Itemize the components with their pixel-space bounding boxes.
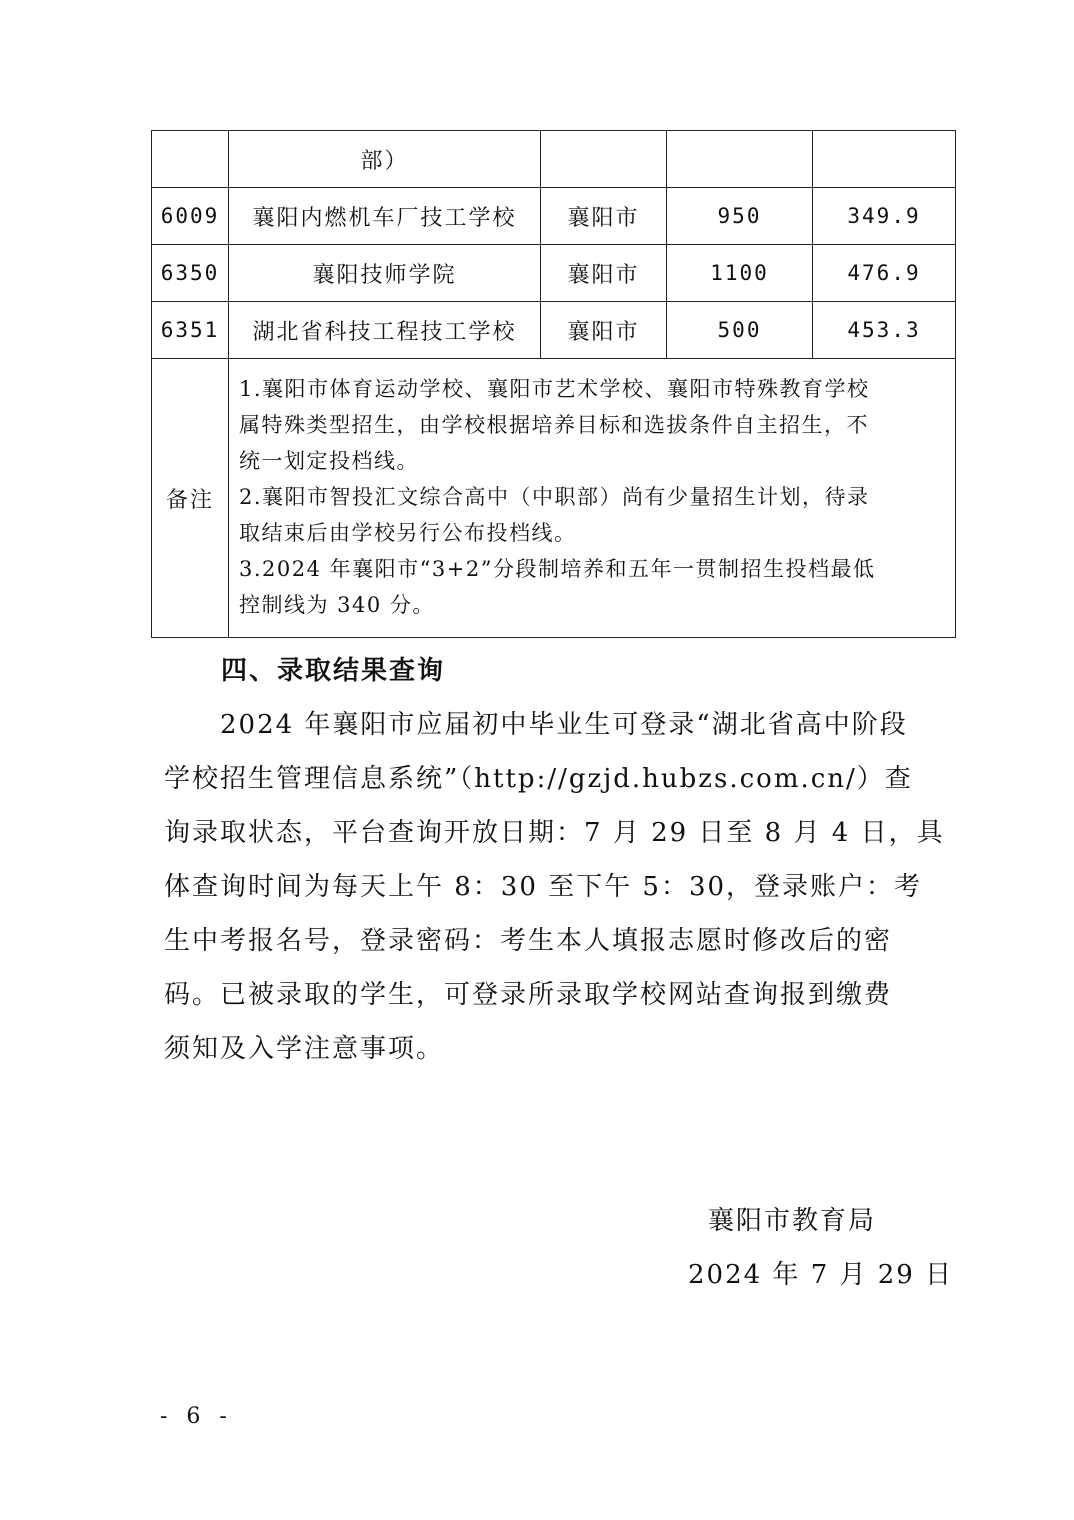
paragraph-line: 生中考报名号，登录密码：考生本人填报志愿时修改后的密 [164,926,893,956]
school-name-cell: 襄阳技师学院 [229,245,541,302]
note-line: 取结束后由学校另行公布投档线。 [239,521,577,545]
note-line: 属特殊类型招生，由学校根据培养目标和选拔条件自主招生，不 [239,413,869,437]
school-name-cell: 襄阳内燃机车厂技工学校 [229,188,541,245]
score-cell: 476.9 [813,245,956,302]
note-line: 控制线为 340 分。 [239,593,435,617]
notes-body [229,359,956,638]
notes-row [152,359,956,638]
region-cell [541,131,667,188]
paragraph-line: 学校招生管理信息系统”（http://gzjd.hubzs.com.cn/）查 [164,764,913,794]
note-line: 1.襄阳市体育运动学校、襄阳市艺术学校、襄阳市特殊教育学校 [239,377,870,401]
signature-organization: 襄阳市教育局 [708,1206,877,1236]
plan-cell [667,131,813,188]
paragraph-line: 码。已被录取的学生，可登录所录取学校网站查询报到缴费 [164,980,893,1010]
region-cell: 襄阳市 [541,188,667,245]
plan-cell: 1100 [667,245,813,302]
page-number: - 6 - [160,1404,233,1429]
admission-score-table [151,130,956,638]
notes-label: 备注 [152,359,229,638]
school-code-cell: 6009 [152,188,229,245]
paragraph-line: 体查询时间为每天上午 8：30 至下午 5：30，登录账户：考 [164,872,923,902]
school-code-cell: 6351 [152,302,229,359]
score-cell: 349.9 [813,188,956,245]
plan-cell: 950 [667,188,813,245]
table-row [152,245,956,302]
paragraph-line: 须知及入学注意事项。 [164,1034,445,1064]
school-name-cell: 湖北省科技工程技工学校 [229,302,541,359]
school-code-cell [152,131,229,188]
score-cell [813,131,956,188]
note-line: 统一划定投档线。 [239,449,419,473]
table-row [152,131,956,188]
school-code-cell: 6350 [152,245,229,302]
school-name-cell: 部） [229,131,541,188]
signature-date: 2024 年 7 月 29 日 [688,1260,954,1290]
paragraph-line: 2024 年襄阳市应届初中毕业生可登录“湖北省高中阶段 [220,710,908,740]
table-row [152,188,956,245]
section-heading: 四、录取结果查询 [221,656,446,686]
plan-cell: 500 [667,302,813,359]
note-line: 3.2024 年襄阳市“3+2”分段制培养和五年一贯制招生投档最低 [239,557,876,581]
table-row [152,302,956,359]
region-cell: 襄阳市 [541,302,667,359]
paragraph-line: 询录取状态，平台查询开放日期：7 月 29 日至 8 月 4 日，具 [164,818,945,848]
body-paragraph [164,698,945,1076]
score-cell: 453.3 [813,302,956,359]
note-line: 2.襄阳市智投汇文综合高中（中职部）尚有少量招生计划，待录 [239,485,870,509]
region-cell: 襄阳市 [541,245,667,302]
